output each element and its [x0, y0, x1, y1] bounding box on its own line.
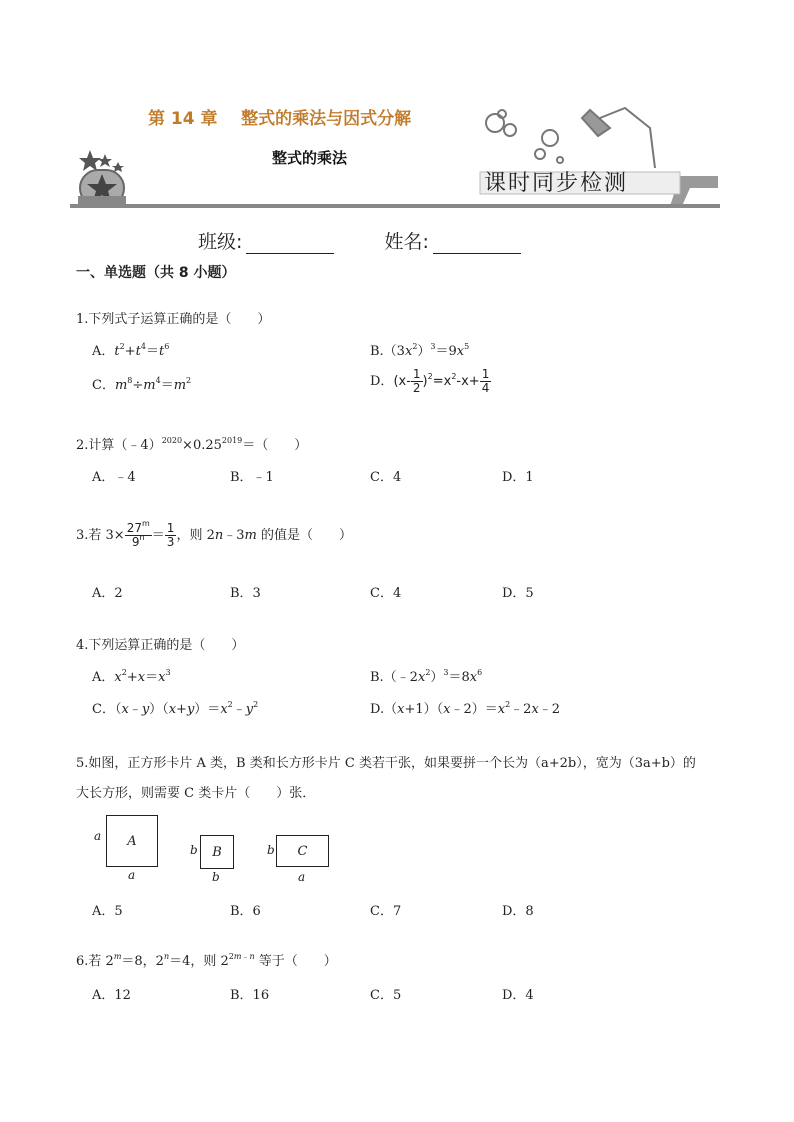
q2-option-c[interactable]: C．4	[370, 470, 402, 485]
card-c-side-label: b	[267, 843, 275, 857]
q2-option-d[interactable]: D．1	[502, 470, 534, 485]
name-blank[interactable]	[433, 235, 521, 254]
card-c-bottom-label: a	[298, 870, 306, 884]
question-4: 4.下列运算正确的是（ ）	[76, 638, 245, 653]
q5-option-c[interactable]: C．7	[370, 904, 402, 919]
star-badge-icon	[78, 150, 126, 206]
q3-option-b[interactable]: B．3	[230, 586, 261, 601]
q6-option-c[interactable]: C．5	[370, 988, 402, 1003]
lamp-icon	[486, 108, 655, 168]
lesson-subtitle: 整式的乘法	[272, 149, 348, 167]
card-a-figure	[106, 815, 158, 867]
q2-option-b[interactable]: B．﹣1	[230, 470, 274, 485]
q1-option-a[interactable]: A．$t^2+t^4=t^6$	[92, 342, 170, 359]
q4-option-c[interactable]: C．$(x﹣y)(x+y)=x^2﹣y^2$	[92, 700, 259, 717]
question-5-line1: 5.如图，正方形卡片 A 类，B 类和长方形卡片 C 类若干张，如果要拼一个长为（a+2b），宽为（3a+b）的	[76, 756, 696, 771]
card-b-bottom-label: b	[212, 870, 220, 884]
q6-option-a[interactable]: A．12	[92, 988, 131, 1003]
q5-option-a[interactable]: A．5	[92, 904, 123, 919]
section-title: 一、单选题（共 8 小题）	[76, 265, 236, 281]
card-b-label: B	[212, 844, 222, 860]
question-5-line2: 大长方形，则需要 C 类卡片（ ）张．	[76, 786, 316, 801]
q4-option-a[interactable]: A．$x^2+x=x^3$	[92, 668, 171, 685]
card-b-side-label: b	[190, 843, 198, 857]
name-label: 姓名:	[384, 231, 429, 253]
student-info	[198, 227, 521, 254]
chapter-title: 第 14 章 整式的乘法与因式分解	[148, 109, 412, 129]
card-a-bottom-label: a	[128, 868, 136, 882]
card-c-figure	[276, 835, 329, 867]
question-1: 1.下列式子运算正确的是（ ）	[76, 312, 271, 327]
q4-option-b[interactable]: $B.(﹣2x^2)^3=8x^6$	[370, 668, 483, 685]
question-6: 6.若 $2^m=8$，$2^n=4$，则 $2^{2m﹣n}$ 等于（ ）	[76, 952, 337, 969]
card-b-figure	[200, 835, 234, 869]
q5-option-d[interactable]: D．8	[502, 904, 534, 919]
class-blank[interactable]	[246, 235, 334, 254]
q1-option-c[interactable]: C．$m^8\div m^4=m^2$	[92, 376, 192, 393]
q1-option-b[interactable]: $B.(3x^2)^3=9x^5$	[370, 342, 470, 359]
question-2: 2.计算$(﹣4)^{2020}\times 0.25^{2019}=$（ ）	[76, 436, 308, 453]
q6-option-b[interactable]: B．16	[230, 988, 270, 1003]
q3-option-d[interactable]: D．5	[502, 586, 534, 601]
q3-option-c[interactable]: C．4	[370, 586, 402, 601]
q4-option-d[interactable]: $D.(x+1)(x﹣2)=x^2﹣2x﹣2$	[370, 700, 561, 717]
banner-title: 课时同步检测	[484, 171, 629, 196]
question-3: 3.若 3× $\frac{27^m}{9^n}$ ＝ $\frac{1}{3}$ ，则 2n﹣3m 的值是（ ）	[76, 519, 352, 549]
q1-option-d[interactable]: D．(x- $\frac{1}{2}$ )$^2=x^2-x+$ $\frac{1}{4}$	[370, 367, 490, 395]
card-c-label: C	[297, 843, 308, 859]
q3-option-a[interactable]: A．2	[92, 586, 123, 601]
class-label: 班级:	[198, 231, 243, 253]
card-a-label: A	[127, 833, 137, 849]
q2-option-a[interactable]: A．﹣4	[92, 470, 136, 485]
card-a-side-label: a	[94, 829, 102, 843]
q5-option-b[interactable]: B．6	[230, 904, 261, 919]
q6-option-d[interactable]: D．4	[502, 988, 534, 1003]
